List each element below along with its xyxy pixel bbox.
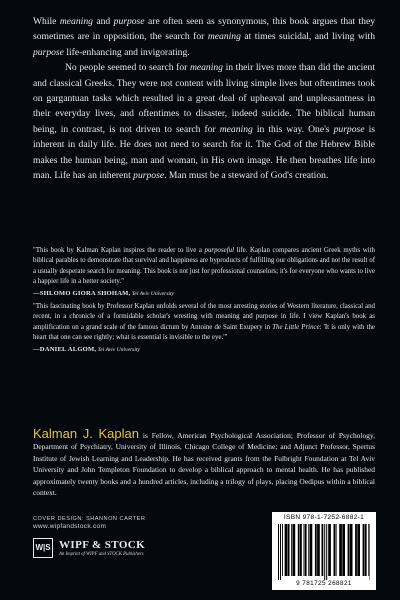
barcode-bar: [278, 524, 279, 580]
text-run: purpose: [333, 123, 365, 135]
author-bio: [33, 428, 375, 498]
text-run: life. Kaplan compares ancient Greek myths with biblical parables to demonstrate that survival and happiness are byproducts of fulfilling our obligations and not the result of a usually desperate search for meaning. This book is not just for professional counselors; it's for everyone who wants to live a happier life in a better society.": [33, 247, 375, 285]
barcode-bar: [324, 524, 325, 580]
endorsement-quote: [33, 302, 375, 343]
endorsement-algom: [33, 302, 375, 355]
endorser-name: —DANIEL ALGOM,: [33, 346, 97, 354]
author-name: Kalman J. Kaplan: [33, 426, 139, 441]
barcode-bar: [334, 524, 336, 576]
barcode-bar: [326, 524, 327, 580]
intro-text: [33, 14, 375, 183]
endorsement-shoham: [33, 246, 375, 299]
bio-text: is Fellow, American Psychological Association; Professor of Psychology, Department of Psychiatry, University of Illinois, Chicago College of Medicine; and Adjunct Professor, Spertus Institute of Jewish Learning and Leadership. He has received grants from the Fulbright Foundation at Tel Aviv University and John Templeton Foundation to develop a biblical approach to mental health. He has published approximately twenty books and a hundred articles, including a trilogy of plays, placing Oedipus within a biblical context.: [33, 431, 375, 498]
barcode-bar: [300, 524, 302, 576]
intro-paragraph-1: [33, 14, 375, 60]
barcode-bar: [315, 524, 317, 576]
barcode-bar: [305, 524, 307, 576]
barcode-bar: [363, 524, 365, 576]
publisher-logo: [33, 538, 173, 562]
isbn-label: ISBN 978-1-7252-6882-1: [283, 514, 365, 521]
barcode-bar: [348, 524, 350, 576]
barcode-bar: [322, 524, 324, 576]
isbn-barcode: [272, 512, 376, 590]
text-run: : 'It is only with the heart that one can see rightly; what is essential is invisible to the eye.'": [33, 323, 375, 341]
barcode-bar: [310, 524, 313, 576]
text-run: are often seen as synonymous, this book argues that they sometimes are in opposition, the search for: [33, 16, 376, 43]
text-run: purpose: [33, 46, 64, 58]
endorser-institution: Tel Aviv University: [130, 291, 175, 298]
publisher-url[interactable]: www.wipfandstock.com: [33, 523, 107, 530]
barcode-bar: [336, 524, 337, 576]
barcode-bar: [328, 524, 331, 576]
barcode-bar: [298, 524, 300, 576]
intro-paragraph-2: [33, 60, 375, 183]
barcode-bar: [317, 524, 320, 576]
barcode-bar: [291, 524, 292, 576]
text-run: meaning: [207, 31, 241, 43]
text-run: . Man must be a steward of God's creation.: [164, 170, 329, 182]
barcode-bar: [368, 524, 369, 576]
endorser-name: —SHLOMO GIORA SHOHAM,: [33, 290, 131, 298]
barcode-bar: [288, 524, 290, 576]
barcode-bar: [282, 524, 283, 576]
text-run: at times suicidal, and living with: [240, 31, 375, 43]
text-run: purpose: [133, 170, 165, 182]
text-run: "This fascinating book by Professor Kaplan unfolds several of the most arresting stories of Western literature, classical and recent, in a chronicle of a formidable scholar's wresting with meaning and purpose in life. I view Kaplan's book as amplification on a grand scale of the famous dictum by Antoine de Saint Exupery in: [33, 303, 375, 331]
barcode-bar: [285, 524, 288, 576]
publisher-name: WIPF & STOCK: [59, 539, 146, 551]
endorsement-attribution: [33, 289, 375, 299]
text-run: meaning: [59, 16, 93, 27]
text-run: meaning: [219, 123, 253, 135]
text-run: No people seemed to search for: [65, 62, 190, 74]
barcode-bar: [308, 524, 309, 576]
barcode-digits: 9 781725 268821: [296, 580, 352, 587]
endorsement-quote: [33, 246, 375, 287]
text-run: "This book by Kalman Kaplan inspires the reader to live a: [33, 247, 205, 254]
endorser-institution: Tel Aviv University: [96, 347, 140, 354]
cover-credits: [33, 515, 145, 531]
text-run: While: [33, 16, 60, 27]
text-run: life-enhancing and invigorating.: [63, 46, 190, 58]
text-run: purposeful: [204, 247, 234, 254]
text-run: in their lives more than did the ancient and classical Greeks. They were not content with living simple lives but oftentimes took on gargantuan tasks which resulted in a great deal of upheaval and unpleasantness in their everyday lives, and oftentimes to disaster, indeed suicide. The biblical human being, in contrast, is not driven to search for: [33, 62, 376, 135]
barcode-bar: [293, 524, 296, 576]
cover-design-credit: COVER DESIGN: SHANNON CARTER: [33, 516, 146, 522]
endorsement-attribution: [33, 345, 375, 355]
barcode-bar: [365, 524, 367, 576]
text-run: The Little Prince: [272, 323, 320, 331]
barcode-bar: [339, 524, 342, 576]
publisher-subtitle: An Imprint of WIPF and STOCK Publishers: [59, 552, 144, 557]
text-run: meaning: [189, 62, 223, 74]
barcode-bars: [278, 524, 370, 580]
publisher-logo-mark-icon: W|S: [33, 538, 53, 558]
text-run: is inherent in daily life. He does not need to search for it. The God of the Hebrew Bible makes the human being, man and woman, in His own image. He then breathes life into man. Life has an inherent: [33, 123, 375, 182]
barcode-bar: [350, 524, 353, 576]
barcode-bar: [357, 524, 360, 576]
text-run: in this way. One's: [252, 123, 334, 135]
barcode-bar: [280, 524, 281, 580]
text-run: purpose: [113, 16, 145, 27]
barcode-bar: [304, 524, 305, 576]
barcode-bar: [342, 524, 345, 576]
text-run: and: [92, 16, 114, 27]
barcode-bar: [355, 524, 357, 576]
